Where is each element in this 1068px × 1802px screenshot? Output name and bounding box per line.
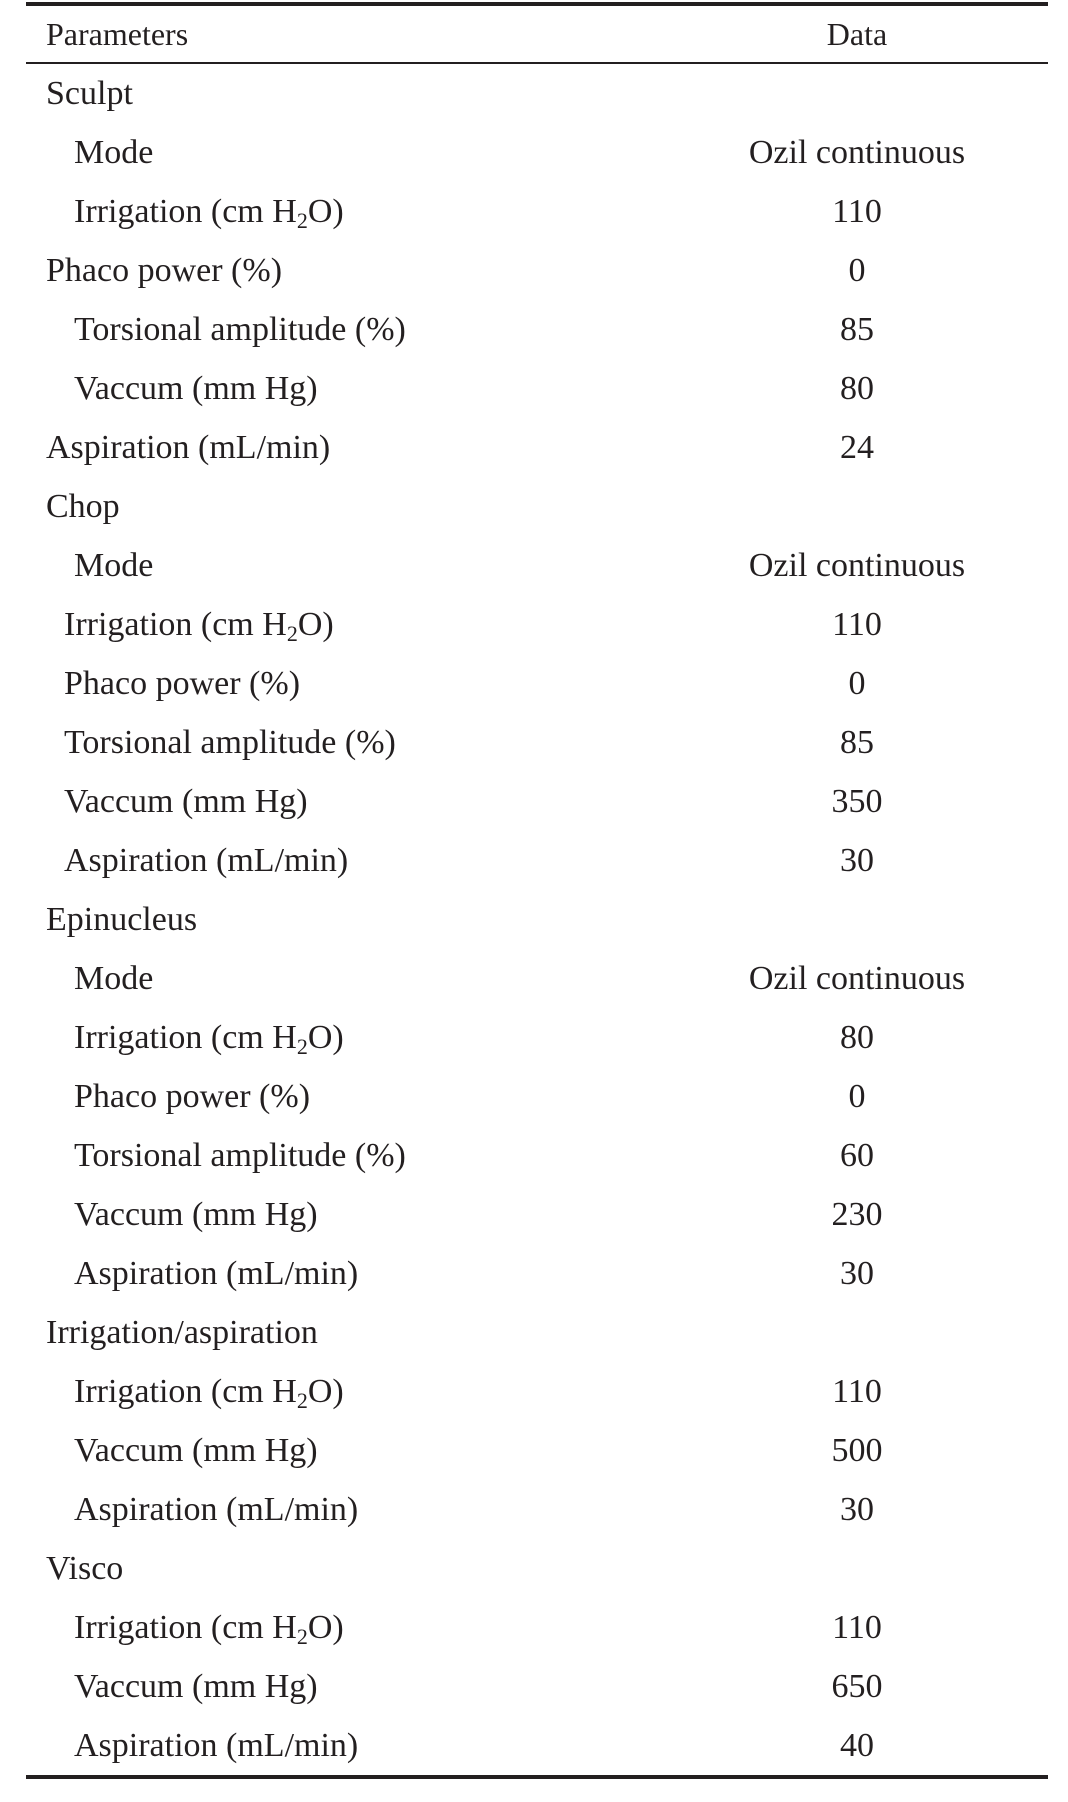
table-body bbox=[26, 64, 1048, 1775]
row-value: 110 bbox=[832, 192, 882, 230]
table-row bbox=[26, 1008, 1048, 1067]
row-value: 80 bbox=[840, 1018, 874, 1056]
row-parameter: Aspiration (mL/min) bbox=[74, 1490, 359, 1528]
table-row bbox=[26, 64, 1048, 123]
subscript: 2 bbox=[296, 207, 308, 233]
table-row bbox=[26, 949, 1048, 1008]
table-row bbox=[26, 241, 1048, 300]
parameter-text: O) bbox=[307, 1018, 344, 1056]
row-parameter: Torsional amplitude (%) bbox=[74, 1136, 406, 1174]
parameter-text: Irrigation (cm H bbox=[64, 605, 287, 643]
row-parameter: Phaco power (%) bbox=[74, 1077, 311, 1115]
row-parameter: Phaco power (%) bbox=[46, 251, 283, 289]
row-parameter: Phaco power (%) bbox=[64, 664, 301, 702]
parameter-text: O) bbox=[297, 605, 334, 643]
table-bottom-rule bbox=[26, 1775, 1048, 1779]
row-parameter bbox=[26, 1373, 666, 1411]
row-parameter: Vaccum (mm Hg) bbox=[74, 1195, 318, 1233]
table-row bbox=[26, 772, 1048, 831]
row-value: 80 bbox=[840, 369, 874, 407]
table-row bbox=[26, 418, 1048, 477]
table-row bbox=[26, 182, 1048, 241]
row-value: 110 bbox=[832, 1608, 882, 1646]
row-value: 350 bbox=[831, 782, 883, 820]
table-row bbox=[26, 713, 1048, 772]
table-row bbox=[26, 831, 1048, 890]
row-value: 500 bbox=[831, 1431, 883, 1469]
row-value: Ozil continuous bbox=[748, 959, 966, 997]
table-row bbox=[26, 1303, 1048, 1362]
row-value: 0 bbox=[848, 1077, 866, 1115]
row-parameter: Aspiration (mL/min) bbox=[74, 1254, 359, 1292]
header-parameters: Parameters bbox=[46, 15, 189, 52]
row-value: 230 bbox=[831, 1195, 883, 1233]
row-parameter: Vaccum (mm Hg) bbox=[64, 782, 308, 820]
parameter-text: Irrigation (cm H bbox=[74, 1608, 297, 1646]
row-parameter bbox=[26, 1609, 666, 1647]
subscript: 2 bbox=[286, 620, 298, 646]
row-value: 0 bbox=[848, 664, 866, 702]
subscript: 2 bbox=[296, 1623, 308, 1649]
row-parameter: Torsional amplitude (%) bbox=[64, 723, 396, 761]
row-parameter: Chop bbox=[46, 487, 120, 525]
row-parameter: Irrigation/aspiration bbox=[46, 1313, 318, 1351]
row-value: 0 bbox=[848, 251, 866, 289]
row-parameter: Aspiration (mL/min) bbox=[64, 841, 349, 879]
row-value: Ozil continuous bbox=[748, 133, 966, 171]
header-data: Data bbox=[826, 15, 888, 52]
table-row bbox=[26, 654, 1048, 713]
subscript: 2 bbox=[296, 1033, 308, 1059]
row-value: 85 bbox=[840, 310, 874, 348]
row-parameter: Epinucleus bbox=[46, 900, 198, 938]
row-parameter bbox=[26, 1019, 666, 1057]
parameter-text: O) bbox=[307, 1608, 344, 1646]
table-row bbox=[26, 1185, 1048, 1244]
row-parameter: Visco bbox=[46, 1549, 124, 1587]
row-value: Ozil continuous bbox=[748, 546, 966, 584]
table-row bbox=[26, 1126, 1048, 1185]
table-row bbox=[26, 1362, 1048, 1421]
row-parameter: Vaccum (mm Hg) bbox=[74, 1431, 318, 1469]
table-row bbox=[26, 1539, 1048, 1598]
table-row bbox=[26, 1421, 1048, 1480]
row-value: 30 bbox=[840, 841, 874, 879]
table-row bbox=[26, 300, 1048, 359]
table-row bbox=[26, 1244, 1048, 1303]
row-parameter: Vaccum (mm Hg) bbox=[74, 369, 318, 407]
table-row bbox=[26, 1598, 1048, 1657]
row-parameter: Vaccum (mm Hg) bbox=[74, 1667, 318, 1705]
row-value: 110 bbox=[832, 605, 882, 643]
parameter-text: Irrigation (cm H bbox=[74, 192, 297, 230]
row-parameter: Torsional amplitude (%) bbox=[74, 310, 406, 348]
row-value: 60 bbox=[840, 1136, 874, 1174]
table-row bbox=[26, 477, 1048, 536]
row-value: 30 bbox=[840, 1490, 874, 1528]
table-row bbox=[26, 1067, 1048, 1126]
table-row bbox=[26, 1716, 1048, 1775]
table-row bbox=[26, 359, 1048, 418]
table-row bbox=[26, 595, 1048, 654]
row-value: 650 bbox=[831, 1667, 883, 1705]
row-parameter: Sculpt bbox=[46, 74, 133, 112]
parameter-text: O) bbox=[307, 192, 344, 230]
row-parameter bbox=[26, 193, 666, 231]
row-parameter: Aspiration (mL/min) bbox=[74, 1726, 359, 1764]
table-row bbox=[26, 890, 1048, 949]
table-row bbox=[26, 536, 1048, 595]
row-parameter bbox=[26, 606, 666, 644]
row-parameter: Mode bbox=[74, 959, 154, 997]
parameter-text: O) bbox=[307, 1372, 344, 1410]
row-value: 40 bbox=[840, 1726, 874, 1764]
table-row bbox=[26, 123, 1048, 182]
parameter-text: Irrigation (cm H bbox=[74, 1018, 297, 1056]
table-row bbox=[26, 1657, 1048, 1716]
row-value: 24 bbox=[840, 428, 874, 466]
row-value: 110 bbox=[832, 1372, 882, 1410]
parameter-text: Irrigation (cm H bbox=[74, 1372, 297, 1410]
table-header-row bbox=[26, 6, 1048, 62]
row-value: 85 bbox=[840, 723, 874, 761]
parameters-table bbox=[26, 2, 1048, 1779]
row-parameter: Mode bbox=[74, 133, 154, 171]
subscript: 2 bbox=[296, 1387, 308, 1413]
row-parameter: Mode bbox=[74, 546, 154, 584]
row-value: 30 bbox=[840, 1254, 874, 1292]
table-row bbox=[26, 1480, 1048, 1539]
row-parameter: Aspiration (mL/min) bbox=[46, 428, 331, 466]
